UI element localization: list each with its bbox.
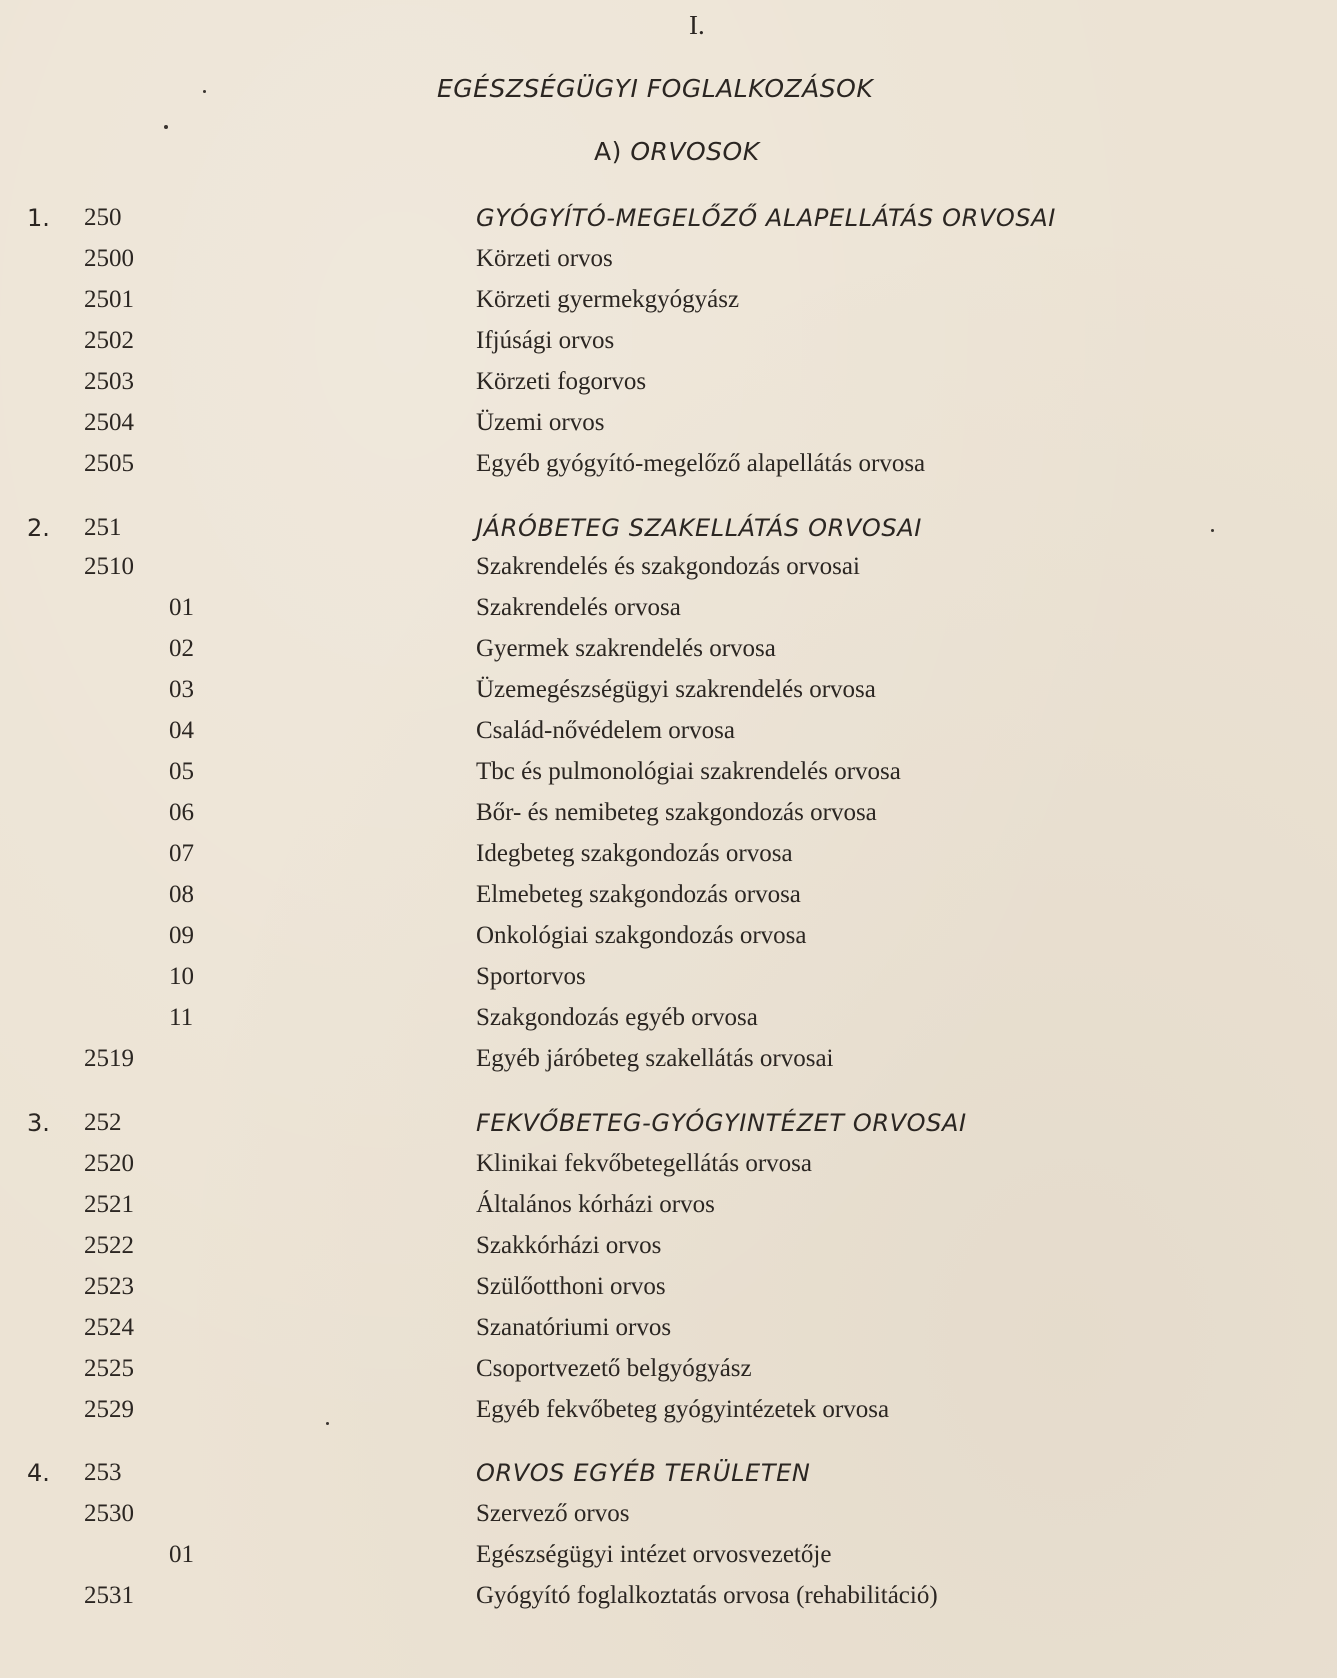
- item-subcode: 09: [169, 922, 194, 949]
- item-code: 2524: [84, 1314, 134, 1341]
- list-item: [0, 1396, 1337, 1436]
- item-label: Szakrendelés orvosa: [476, 594, 681, 621]
- item-label: Szakkórházi orvos: [476, 1232, 662, 1259]
- item-label: Általános kórházi orvos: [476, 1191, 715, 1218]
- group-number: 1.: [27, 204, 50, 232]
- item-code: 2504: [84, 409, 134, 436]
- group-heading-row: [0, 1459, 1337, 1499]
- item-code: 2501: [84, 286, 134, 313]
- item-label: Egyéb járóbeteg szakellátás orvosai: [476, 1045, 834, 1072]
- list-item: [0, 286, 1337, 326]
- print-speck: [326, 1422, 329, 1425]
- item-code: 2505: [84, 450, 134, 477]
- list-item: [0, 1273, 1337, 1313]
- group-title: JÁRÓBETEG SZAKELLÁTÁS ORVOSAI: [476, 514, 922, 542]
- list-item: [0, 245, 1337, 285]
- group-code: 253: [84, 1459, 122, 1486]
- item-subcode: 04: [169, 717, 194, 744]
- item-subcode: 11: [169, 1004, 194, 1031]
- subsection-heading: [594, 137, 760, 166]
- list-item: [0, 881, 1337, 921]
- group-heading-row: [0, 204, 1337, 244]
- item-code: 2522: [84, 1232, 134, 1259]
- item-label: Egyéb fekvőbeteg gyógyintézetek orvosa: [476, 1396, 890, 1423]
- item-code: 2502: [84, 327, 134, 354]
- item-label: Egyéb gyógyító-megelőző alapellátás orvosa: [476, 450, 926, 477]
- list-item: [0, 676, 1337, 716]
- list-item: [0, 1541, 1337, 1581]
- list-item: [0, 1004, 1337, 1044]
- item-code: 2503: [84, 368, 134, 395]
- item-label: Szanatóriumi orvos: [476, 1314, 672, 1341]
- list-item: [0, 450, 1337, 490]
- item-label: Üzemegészségügyi szakrendelés orvosa: [476, 676, 876, 703]
- item-label: Elmebeteg szakgondozás orvosa: [476, 881, 801, 908]
- group-number: 4.: [27, 1459, 50, 1487]
- list-item: [0, 1150, 1337, 1190]
- list-item: [0, 1232, 1337, 1272]
- item-label: Gyermek szakrendelés orvosa: [476, 635, 776, 662]
- item-code: 2529: [84, 1396, 134, 1423]
- list-item: [0, 409, 1337, 449]
- item-subcode: 01: [169, 1541, 194, 1568]
- print-speck: [203, 90, 206, 93]
- item-label: Körzeti gyermekgyógyász: [476, 286, 740, 313]
- list-item: [0, 1314, 1337, 1354]
- item-subcode: 06: [169, 799, 194, 826]
- item-label: Tbc és pulmonológiai szakrendelés orvosa: [476, 758, 901, 785]
- item-label: Onkológiai szakgondozás orvosa: [476, 922, 807, 949]
- item-code: 2520: [84, 1150, 134, 1177]
- group-code: 252: [84, 1109, 122, 1136]
- item-label: Család-nővédelem orvosa: [476, 717, 735, 744]
- item-subcode: 01: [169, 594, 194, 621]
- item-label: Szakrendelés és szakgondozás orvosai: [476, 553, 860, 580]
- list-item: [0, 1191, 1337, 1231]
- item-code: 2521: [84, 1191, 134, 1218]
- item-label: Gyógyító foglalkoztatás orvosa (rehabilitáció): [476, 1582, 938, 1609]
- item-subcode: 03: [169, 676, 194, 703]
- list-item: [0, 1355, 1337, 1395]
- item-label: Idegbeteg szakgondozás orvosa: [476, 840, 793, 867]
- print-speck: [164, 125, 168, 129]
- group-title: FEKVŐBETEG-GYÓGYINTÉZET ORVOSAI: [476, 1109, 967, 1137]
- item-code: 2523: [84, 1273, 134, 1300]
- group-heading-row: [0, 1109, 1337, 1149]
- group-title: ORVOS EGYÉB TERÜLETEN: [476, 1459, 811, 1487]
- item-label: Klinikai fekvőbetegellátás orvosa: [476, 1150, 812, 1177]
- item-code: 2500: [84, 245, 134, 272]
- item-subcode: 10: [169, 963, 194, 990]
- item-code: 2510: [84, 553, 134, 580]
- item-label: Szakgondozás egyéb orvosa: [476, 1004, 758, 1031]
- group-heading-row: [0, 514, 1337, 554]
- item-label: Körzeti fogorvos: [476, 368, 647, 395]
- group-number: 2.: [27, 514, 50, 542]
- group-number: 3.: [27, 1109, 50, 1137]
- item-label: Üzemi orvos: [476, 409, 605, 436]
- item-label: Sportorvos: [476, 963, 586, 990]
- list-item: [0, 922, 1337, 962]
- item-subcode: 07: [169, 840, 194, 867]
- item-label: Csoportvezető belgyógyász: [476, 1355, 752, 1382]
- subsection-prefix: A): [594, 137, 622, 166]
- list-item: [0, 963, 1337, 1003]
- list-item: [0, 327, 1337, 367]
- item-subcode: 08: [169, 881, 194, 908]
- group-code: 250: [84, 204, 122, 231]
- group-title: GYÓGYÍTÓ-MEGELŐZŐ ALAPELLÁTÁS ORVOSAI: [476, 204, 1056, 232]
- list-item: [0, 1582, 1337, 1622]
- item-label: Ifjúsági orvos: [476, 327, 615, 354]
- group-code: 251: [84, 514, 122, 541]
- list-item: [0, 1500, 1337, 1540]
- item-label: Szervező orvos: [476, 1500, 630, 1527]
- print-speck: [1211, 529, 1214, 532]
- item-code: 2525: [84, 1355, 134, 1382]
- item-subcode: 05: [169, 758, 194, 785]
- list-item: [0, 1045, 1337, 1085]
- list-item: [0, 717, 1337, 757]
- item-label: Bőr- és nemibeteg szakgondozás orvosa: [476, 799, 877, 826]
- subsection-title: ORVOSOK: [630, 137, 760, 166]
- list-item: [0, 553, 1337, 593]
- list-item: [0, 368, 1337, 408]
- item-code: 2531: [84, 1582, 134, 1609]
- item-label: Körzeti orvos: [476, 245, 613, 272]
- list-item: [0, 594, 1337, 634]
- list-item: [0, 840, 1337, 880]
- item-code: 2519: [84, 1045, 134, 1072]
- page-number: I.: [689, 10, 705, 40]
- list-item: [0, 758, 1337, 798]
- list-item: [0, 635, 1337, 675]
- item-label: Egészségügyi intézet orvosvezetője: [476, 1541, 832, 1568]
- list-item: [0, 799, 1337, 839]
- item-label: Szülőotthoni orvos: [476, 1273, 666, 1300]
- item-code: 2530: [84, 1500, 134, 1527]
- section-heading: EGÉSZSÉGÜGYI FOGLALKOZÁSOK: [437, 74, 874, 103]
- item-subcode: 02: [169, 635, 194, 662]
